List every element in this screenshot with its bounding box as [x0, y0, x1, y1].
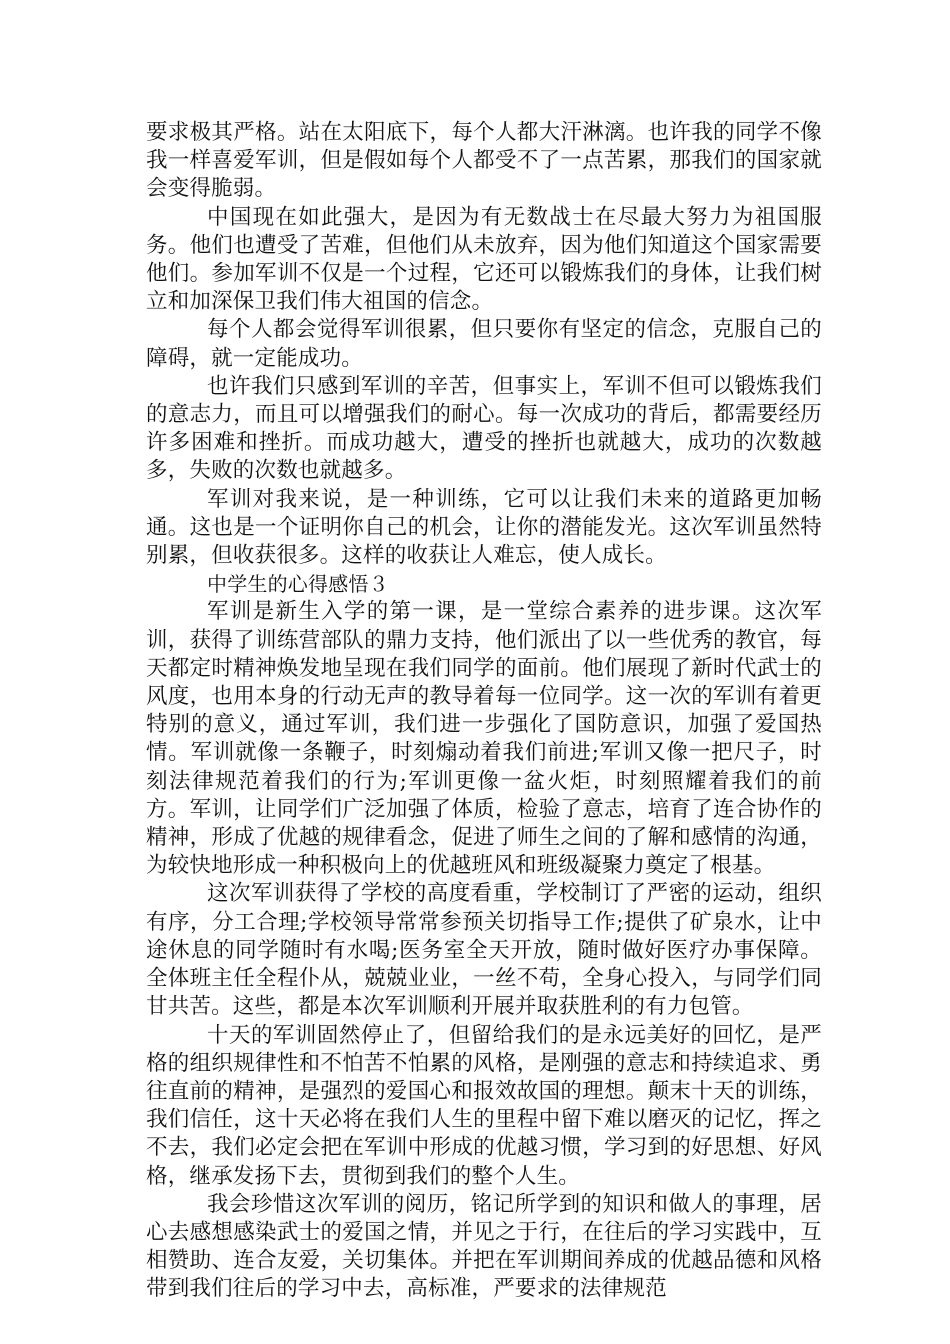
document-page — [146, 119, 822, 1304]
paragraph: 中国现在如此强大，是因为有无数战士在尽最大努力为祖国服务。他们也遭受了苦难，但他们从未放弃，因为他们知道这个国家需要他们。参加军训不仅是一个过程，它还可以锻炼我们的身体，让我们树立和加深保卫我们伟大祖国的信念。 — [146, 204, 822, 315]
paragraph: 军训是新生入学的第一课，是一堂综合素养的进步课。这次军训，获得了训练营部队的鼎力支持，他们派出了以一些优秀的教官，每天都定时精神焕发地呈现在我们同学的面前。他们展现了新时代武士的风度，也用本身的行动无声的教导着每一位同学。这一次的军训有着更特别的意义，通过军训，我们进一步强化了国防意识，加强了爱国热情。军训就像一条鞭子，时刻煽动着我们前进;军训又像一把尺子，时刻法律规范着我们的行为;军训更像一盆火炬，时刻照耀着我们的前方。军训，让同学们广泛加强了体质，检验了意志，培育了连合协作的精神，形成了优越的规律看念，促进了师生之间的了解和感情的沟通，为较快地形成一种积极向上的优越班风和班级凝聚力奠定了根基。 — [146, 599, 822, 879]
paragraph: 十天的军训固然停止了，但留给我们的是永远美好的回忆，是严格的组织规律性和不怕苦不怕累的风格，是刚强的意志和持续追求、勇往直前的精神，是强烈的爱国心和报效故国的理想。颠末十天的训练，我们信任，这十天必将在我们人生的里程中留下难以磨灭的记忆，挥之不去，我们必定会把在军训中形成的优越习惯，学习到的好思想、好风格，继承发扬下去，贯彻到我们的整个人生。 — [146, 1022, 822, 1189]
paragraph: 我会珍惜这次军训的阅历，铭记所学到的知识和做人的事理，居心去感想感染武士的爱国之情，并见之于行，在往后的学习实践中，互相赞助、连合友爱，关切集体。并把在军训期间养成的优越品德和风格带到我们往后的学习中去，高标准，严要求的法律规范 — [146, 1191, 822, 1302]
paragraph: 也许我们只感到军训的辛苦，但事实上，军训不但可以锻炼我们的意志力，而且可以增强我们的耐心。每一次成功的背后，都需要经历许多困难和挫折。而成功越大，遭受的挫折也就越大，成功的次数越多，失败的次数也就越多。 — [146, 373, 822, 484]
paragraph: 每个人都会觉得军训很累，但只要你有坚定的信念，克服自己的障碍，就一定能成功。 — [146, 317, 822, 371]
paragraph: 军训对我来说，是一种训练，它可以让我们未来的道路更加畅通。这也是一个证明你自己的机会，让你的潜能发光。这次军训虽然特别累，但收获很多。这样的收获让人难忘，使人成长。 — [146, 486, 822, 569]
section-heading: 中学生的心得感悟３ — [207, 572, 389, 597]
paragraph: 这次军训获得了学校的高度看重，学校制订了严密的运动，组织有序，分工合理;学校领导常常参预关切指导工作;提供了矿泉水，让中途休息的同学随时有水喝;医务室全天开放，随时做好医疗办事保障。全体班主任全程仆从，兢兢业业，一丝不苟，全身心投入，与同学们同甘共苦。这些，都是本次军训顺利开展并取获胜利的有力包管。 — [146, 881, 822, 1020]
paragraph-continuation: 要求极其严格。站在太阳底下，每个人都大汗淋漓。也许我的同学不像我一样喜爱军训，但是假如每个人都受不了一点苦累，那我们的国家就会变得脆弱。 — [146, 120, 822, 202]
